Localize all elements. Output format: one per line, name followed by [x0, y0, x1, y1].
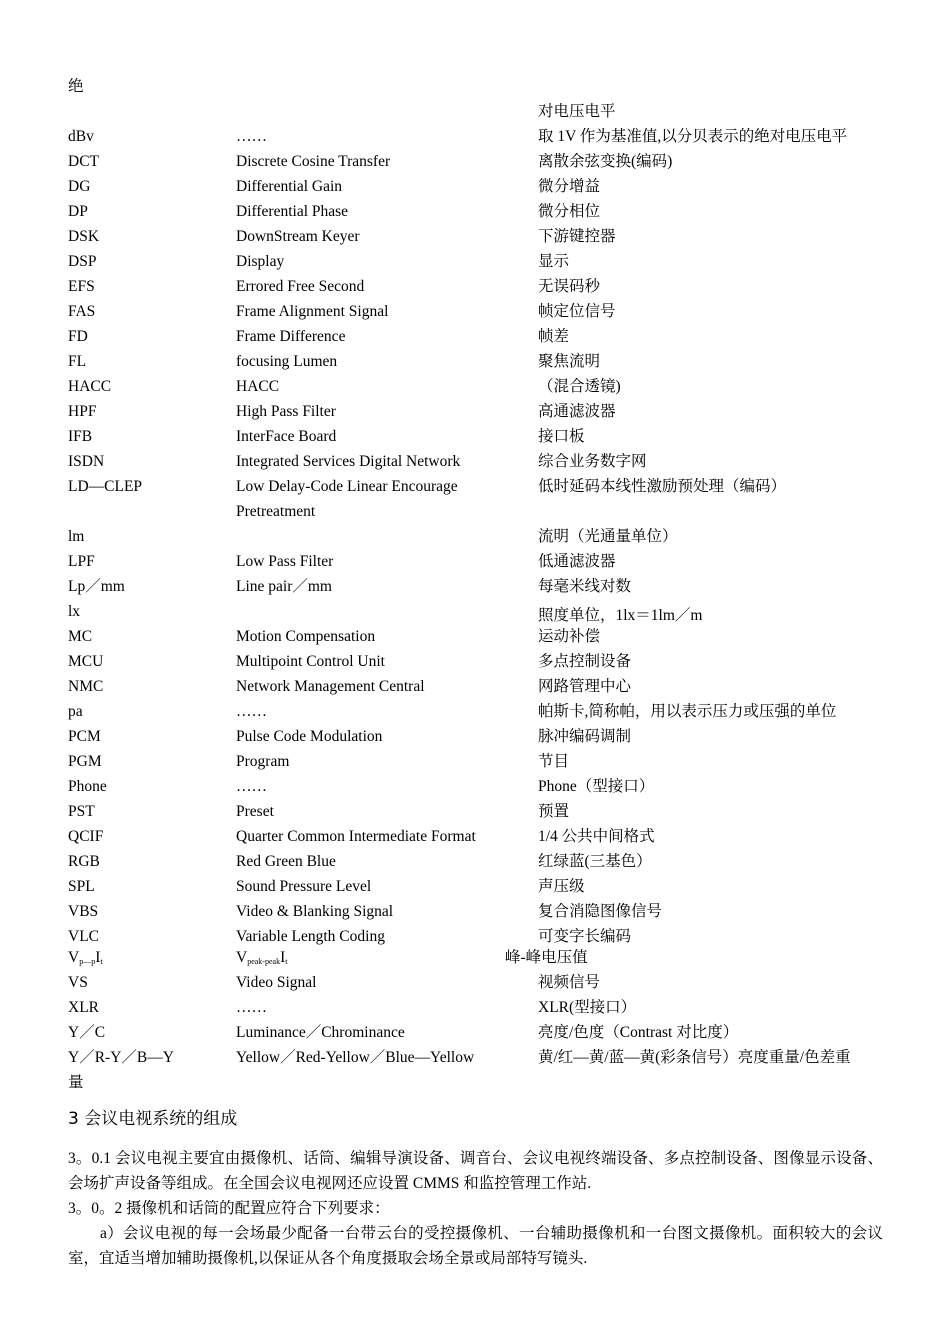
row-meaning: 接口板 — [538, 428, 585, 445]
row-meaning: Phone（型接口） — [538, 778, 655, 795]
row-abbr: Y／R-Y／B—Y — [68, 1049, 174, 1066]
row-full: …… — [236, 778, 267, 795]
row-abbr: Lp／mm — [68, 578, 125, 595]
row-full: DownStream Keyer — [236, 228, 360, 245]
vpp-abbr: $V_{p—p}I_t$ — [68, 949, 103, 966]
row-full: InterFace Board — [236, 428, 337, 445]
row-full: Differential Phase — [236, 203, 349, 220]
row-abbr: DG — [68, 178, 91, 195]
row-full: …… — [236, 703, 267, 720]
vpp-meaning: 峰-峰电压值 — [505, 949, 588, 966]
row-abbr: NMC — [68, 678, 104, 695]
row-full: Preset — [236, 803, 274, 820]
row-full: Pretreatment — [236, 503, 316, 520]
row-full: Integrated Services Digital Network — [236, 453, 461, 470]
row-full: …… — [236, 999, 267, 1016]
top-fragment: 绝 — [68, 78, 84, 95]
row-abbr: DP — [68, 203, 88, 220]
row-full: Errored Free Second — [236, 278, 365, 295]
row-abbr: Y／C — [68, 1024, 106, 1041]
row-full: Luminance／Chrominance — [236, 1024, 405, 1041]
paragraph-3-0-1: 3。0.1 会议电视主要宜由摄像机、话筒、编辑导演设备、调音台、会议电视终端设备、多点控制设备、图像显示设备、会场扩声设备等组成。在全国会议电视网还应设置 CMMS 和监控管理工作站. — [68, 1150, 883, 1192]
row-full: Yellow／Red-Yellow／Blue—Yellow — [236, 1049, 475, 1066]
row-full: High Pass Filter — [236, 403, 336, 420]
row-abbr: SPL — [68, 878, 95, 895]
row-abbr: DSP — [68, 253, 97, 270]
row-meaning: 每毫米线对数 — [538, 578, 632, 595]
row-abbr: dBv — [68, 128, 94, 145]
paragraph-3-0-2: 3。0。2 摄像机和话筒的配置应符合下列要求： — [68, 1200, 390, 1217]
row-abbr: VLC — [68, 928, 99, 945]
row-meaning: 节目 — [538, 753, 570, 770]
row-abbr: LPF — [68, 553, 95, 570]
row-meaning: 聚焦流明 — [538, 353, 601, 370]
row-meaning: 预置 — [538, 803, 570, 820]
row-meaning: 综合业务数字网 — [538, 453, 647, 470]
row-meaning: 微分相位 — [538, 203, 601, 220]
row-meaning: 1/4 公共中间格式 — [538, 828, 655, 845]
row-meaning: 低通滤波器 — [538, 553, 616, 570]
row-meaning: （混合透镜) — [538, 378, 621, 395]
row-abbr: MC — [68, 628, 93, 645]
row-meaning: 帕斯卡,简称帕，用以表示压力或压强的单位 — [538, 703, 837, 720]
row-full: Low Pass Filter — [236, 553, 334, 570]
row-abbr: MCU — [68, 653, 104, 670]
row-full: Video & Blanking Signal — [236, 903, 394, 920]
row-abbr: PST — [68, 803, 95, 820]
row-full: Display — [236, 253, 285, 270]
row-full: Program — [236, 753, 290, 770]
row-abbr: pa — [68, 703, 83, 720]
row-full: Line pair／mm — [236, 578, 332, 595]
row-abbr: HPF — [68, 403, 97, 420]
row-full: HACC — [236, 378, 280, 395]
row-meaning: 运动补偿 — [538, 628, 601, 645]
row-abbr: lx — [68, 603, 81, 620]
row-full: Network Management Central — [236, 678, 425, 695]
row-meaning: 显示 — [538, 253, 570, 270]
row-meaning: 黄/红—黄/蓝—黄(彩条信号）亮度重量/色差重 — [538, 1049, 851, 1066]
row-meaning: 离散余弦变换(编码) — [538, 153, 673, 170]
row-abbr: FD — [68, 328, 88, 345]
row-abbr: ISDN — [68, 453, 105, 470]
row-meaning: 帧差 — [538, 328, 570, 345]
row-full: Sound Pressure Level — [236, 878, 372, 895]
row-full: focusing Lumen — [236, 353, 338, 370]
row-abbr: IFB — [68, 428, 93, 445]
row-full: Red Green Blue — [236, 853, 336, 870]
row-meaning: 低时延码本线性激励预处理（编码） — [538, 478, 787, 495]
row-meaning: 网路管理中心 — [538, 678, 632, 695]
row-full: Discrete Cosine Transfer — [236, 153, 391, 170]
row-full: Multipoint Control Unit — [236, 653, 385, 670]
wrap-tail: 量 — [68, 1074, 84, 1091]
row-abbr: FL — [68, 353, 87, 370]
row-full: …… — [236, 128, 267, 145]
row-meaning: 高通滤波器 — [538, 403, 616, 420]
row-meaning: 多点控制设备 — [538, 653, 632, 670]
row-meaning: 微分增益 — [538, 178, 601, 195]
row-meaning: 下游键控器 — [538, 228, 616, 245]
row-full: Frame Alignment Signal — [236, 303, 389, 320]
row-meaning: 视频信号 — [538, 974, 601, 991]
row-meaning: 照度单位，1lx＝1lm／m — [538, 607, 703, 624]
row-meaning: 红绿蓝(三基色） — [538, 853, 652, 870]
row-abbr: RGB — [68, 853, 100, 870]
row-abbr: EFS — [68, 278, 95, 295]
row-full: Pulse Code Modulation — [236, 728, 383, 745]
row-meaning: 流明（光通量单位） — [538, 528, 678, 545]
row-abbr: PGM — [68, 753, 102, 770]
row-meaning: XLR(型接口） — [538, 999, 637, 1016]
row-full: Quarter Common Intermediate Format — [236, 828, 476, 845]
row-abbr: VS — [68, 974, 88, 991]
paragraph-a: a）会议电视的每一会场最少配备一台带云台的受控摄像机、一台辅助摄像机和一台图文摄像机。面积较大的会议室，宜适当增加辅助摄像机,以保证从各个角度摄取会场全景或局部特写镜头. — [68, 1225, 883, 1267]
row-full: Differential Gain — [236, 178, 343, 195]
vpp-full: $V_{peak-peak}I_t$ — [236, 949, 288, 966]
row-meaning: 亮度/色度（Contrast 对比度） — [538, 1024, 739, 1041]
row-abbr: QCIF — [68, 828, 104, 845]
row-abbr: HACC — [68, 378, 112, 395]
row-full: Variable Length Coding — [236, 928, 385, 945]
row-meaning: 脉冲编码调制 — [538, 728, 632, 745]
row-abbr: XLR — [68, 999, 99, 1016]
row-meaning: 声压级 — [538, 878, 585, 895]
row-abbr: FAS — [68, 303, 96, 320]
row-abbr: Phone — [68, 778, 107, 795]
section-heading: 3 会议电视系统的组成 — [68, 1109, 238, 1129]
row-meaning: 帧定位信号 — [538, 303, 616, 320]
row-full: Video Signal — [236, 974, 317, 991]
row-abbr: PCM — [68, 728, 101, 745]
row-abbr: VBS — [68, 903, 99, 920]
row-full: Frame Difference — [236, 328, 346, 345]
row-abbr: LD—CLEP — [68, 478, 143, 495]
row-abbr: DSK — [68, 228, 100, 245]
row-full: Low Delay-Code Linear Encourage — [236, 478, 458, 495]
row-full: Motion Compensation — [236, 628, 376, 645]
row-meaning: 可变字长编码 — [538, 928, 632, 945]
row-meaning: 复合消隐图像信号 — [538, 903, 663, 920]
row-meaning: 无误码秒 — [538, 278, 601, 295]
row-abbr: DCT — [68, 153, 99, 170]
row-abbr: lm — [68, 528, 85, 545]
row-meaning: 取 1V 作为基准值,以分贝表示的绝对电压电平 — [538, 128, 848, 145]
continued-meaning: 对电压电平 — [538, 103, 616, 120]
